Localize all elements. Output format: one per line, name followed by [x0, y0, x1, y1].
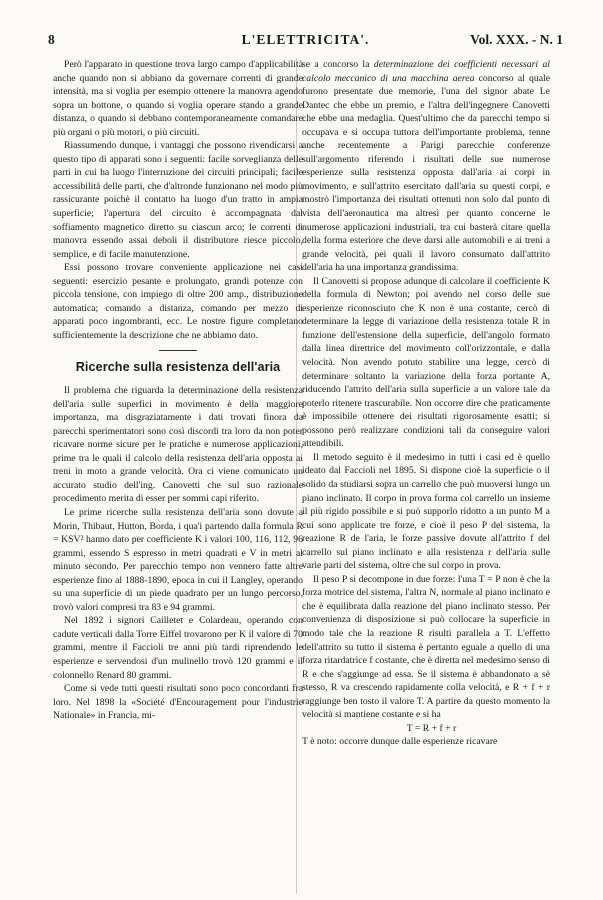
- paragraph: Il metodo seguito è il medesimo in tutti i casi ed è quello ideato dal Faccioli nel 1895. Si dispone cioè la superficie o il solido da studiarsi sopra un carrello che può muoversi lungo un piano inclinato. Il corpo in prova forma col carrello un insieme il più rigido possibile e si può supporlo ridotto a un punto M a cui sono applicate tre forze, e cioè il peso P del sistema, la reazione R de l'aria, le forze passive dovute all'attrito f del carrello sul piano inclinato e alla resistenza r dell'aria sulle varie parti del sistema, oltre che sul corpo in prova.: [302, 451, 550, 572]
- paragraph: Essi possono trovare conveniente applicazione nei casi seguenti: esercizio pesante e prolungato, grandi potenze con piccola tensione, con impiego di oltre 200 amp., distribuzione automatica; comando a distanza, comando per mezzo di apparati poco ingombranti, ecc. Le nostre figure completano sufficientemente la descrizione che ne abbiamo dato.: [53, 262, 303, 341]
- italic-text: determinazione dei coefficienti necessari al calcolo meccanico di una macchina aerea: [302, 59, 550, 84]
- journal-title: L'ELETTRICITA'.: [241, 32, 370, 47]
- paragraph: Come si vede tutti questi risultati sono poco concordanti fra loro. Nel 1898 la «Société d'Encouragement pour l'industrie Nationale» in Francia, mi-: [53, 683, 303, 722]
- page-header: [48, 32, 563, 50]
- formula: T = R + f + r: [406, 722, 457, 734]
- section-separator: [159, 350, 197, 351]
- paragraph-text: se a concorso la: [302, 59, 374, 70]
- right-column: [302, 58, 550, 749]
- left-column: [53, 58, 303, 723]
- paragraph: Riassumendo dunque, i vantaggi che possono rivendicarsi a questo tipo di apparati sono i seguenti: facile sorveglianza delle parti in cui ha luogo l'interruzione dei circuiti principali; facile accessibilità delle parti, che d'altronde funzionano nel modo più rassicurante poichè il contatto ha luogo d'un tratto in ampia superficie; l'apertura del circuito è accompagnata dal soffiamento magnetico diretto su ciascun arco; le correnti di manovra essendo assai deboli il distributore riesce piccolo, semplice, e di facile manutenzione.: [53, 140, 303, 260]
- paragraph: Le prime ricerche sulla resistenza dell'aria sono dovute a Morin, Thibaut, Hutton, Borda, i qua'i partendo dalla formula R = KSV² hanno dato per coefficiente K i valori 100, 116, 112, 96 grammi, essendo S espresso in metri quadrati e V in metri al minuto secondo. Per parecchio tempo non vennero fatte altre esperienze fino al 1888-1890, epoca in cui il Langley, operando su una superficie di un piede quadrato per un lungo percorso, trovò valori compresi tra 83 e 94 grammi.: [53, 506, 303, 613]
- paragraph: Però l'apparato in questione trova largo campo d'applicabilità anche quando non si abbiano da governare correnti di grande intensità, ma si voglia per esempio ottenere la manovra agendo sopra un bottone, o quando si voglia operare stando a grande distanza, o quando si debbano contemporaneamente comandare più organi o più motori, o più circuiti.: [53, 59, 303, 138]
- paragraph: T è noto: occorre dunque dalle esperienze ricavare: [302, 736, 498, 748]
- paragraph-text: concorso al quale furono presentate due memorie, l'una del signor abate Le Dantec che ebbe un premio, e l'altra dell'ingegnere Canovetti che ebbe una medaglia. Quest'ultimo che da parecchi tempo si occupava e si occupa tuttora dell'importante problema, tenne anche recentemente a Parigi parecchie conferenze sull'argomento riferendo i risultati delle sue numerose esperienze sulla resistenza opposta dall'aria ai corpi in movimento, e sull'attrito esercitato dall'aria su questi corpi, e mostrò l'importanza dei risultati ottenuti non solo dal punto di vista dell'aeronautica ma altresì per quanto concerne le numerose applicazioni industriali, tra cui basterà citare quella della forma esteriore che deve darsi alle automobili e ai treni a grande velocità, pei quali il lavoro consumato dall'attrito dell'aria ha una importanza grandissima.: [302, 72, 550, 274]
- paragraph: Il peso P si decompone in due forze: l'una T = P non è che la forza motrice del sistema, l'altra N, normale al piano inclinato e che è equilibrata dalla reazione del piano inclinato stesso. Per convenienza di disposizione si può collocare la superficie in modo tale che la reazione R risulti parallela a T. L'effetto dell'attrito su tutto il sistema è pertanto eguale a quello di una forza ritardatrice f costante, che è diretta nel medesimo senso di R e che s'aggiunge ad essa. Se il sistema è abbandonato a sè stesso, R va crescendo rapidamente colla velocità, e R + f + r raggiunge ben tosto il valore T. A partire da questo momento la velocità si mantiene costante e si ha: [302, 573, 550, 721]
- page-number: 8: [48, 32, 55, 47]
- paragraph: Il problema che riguarda la determinazione della resistenza dell'aria sulle superfici in movimento è della maggiore importanza, ma disgraziatamente i dati trovati finora da parecchi sperimentatori sono così discordi tra loro da non poter ricavare norme sicure per le pratiche e numerose applicazioni, prime tra le quali il calcolo della resistenza dell'aria opposta ai treni in moto a grande velocità. Ora ci viene comunicato un accurato studio dell'ing. Canovetti che sul suo razionale procedimento merita di esser per sommi capi riferito.: [53, 385, 303, 505]
- paragraph: Nel 1892 i signori Cailletet e Colardeau, operando con cadute verticali dalla Torre Eiffel trovarono per K il valore di 70 grammi, mentre il Faccioli tre anni più tardi riprendendo le esperienze e servendosi d'un mulinello trovò 120 grammi e il colonnello Renard 80 grammi.: [53, 615, 303, 681]
- paragraph: Il Canovetti si propose adunque di calcolare il coefficiente K della formula di Newton; poi avendo nel corso delle sue esperienze riconosciuto che K non è una costante, cercò di determinare la legge di variazione della resistenza totale R in funzione dell'estensione della superficie, dell'angolo formato dalla linea direttrice del movimento coll'orizzontale, e dalla velocità. Non avendo potuto stabilire una legge, cercò di determinare soltanto la variazione della forza portante A, riducendo l'attrito dell'aria sulla superficie a un valore tale da poterlo ritenere trascurabile. Non occorre dire che praticamente è impossibile ottenere dei risultati rigorosamente esatti; si possono però realizzare condizioni tali da conseguire valori attendibili.: [302, 275, 550, 450]
- section-title: Ricerche sulla resistenza dell'aria: [75, 360, 281, 375]
- volume-number: Vol. XXX. - N. 1: [470, 32, 563, 47]
- paragraph: [302, 58, 550, 275]
